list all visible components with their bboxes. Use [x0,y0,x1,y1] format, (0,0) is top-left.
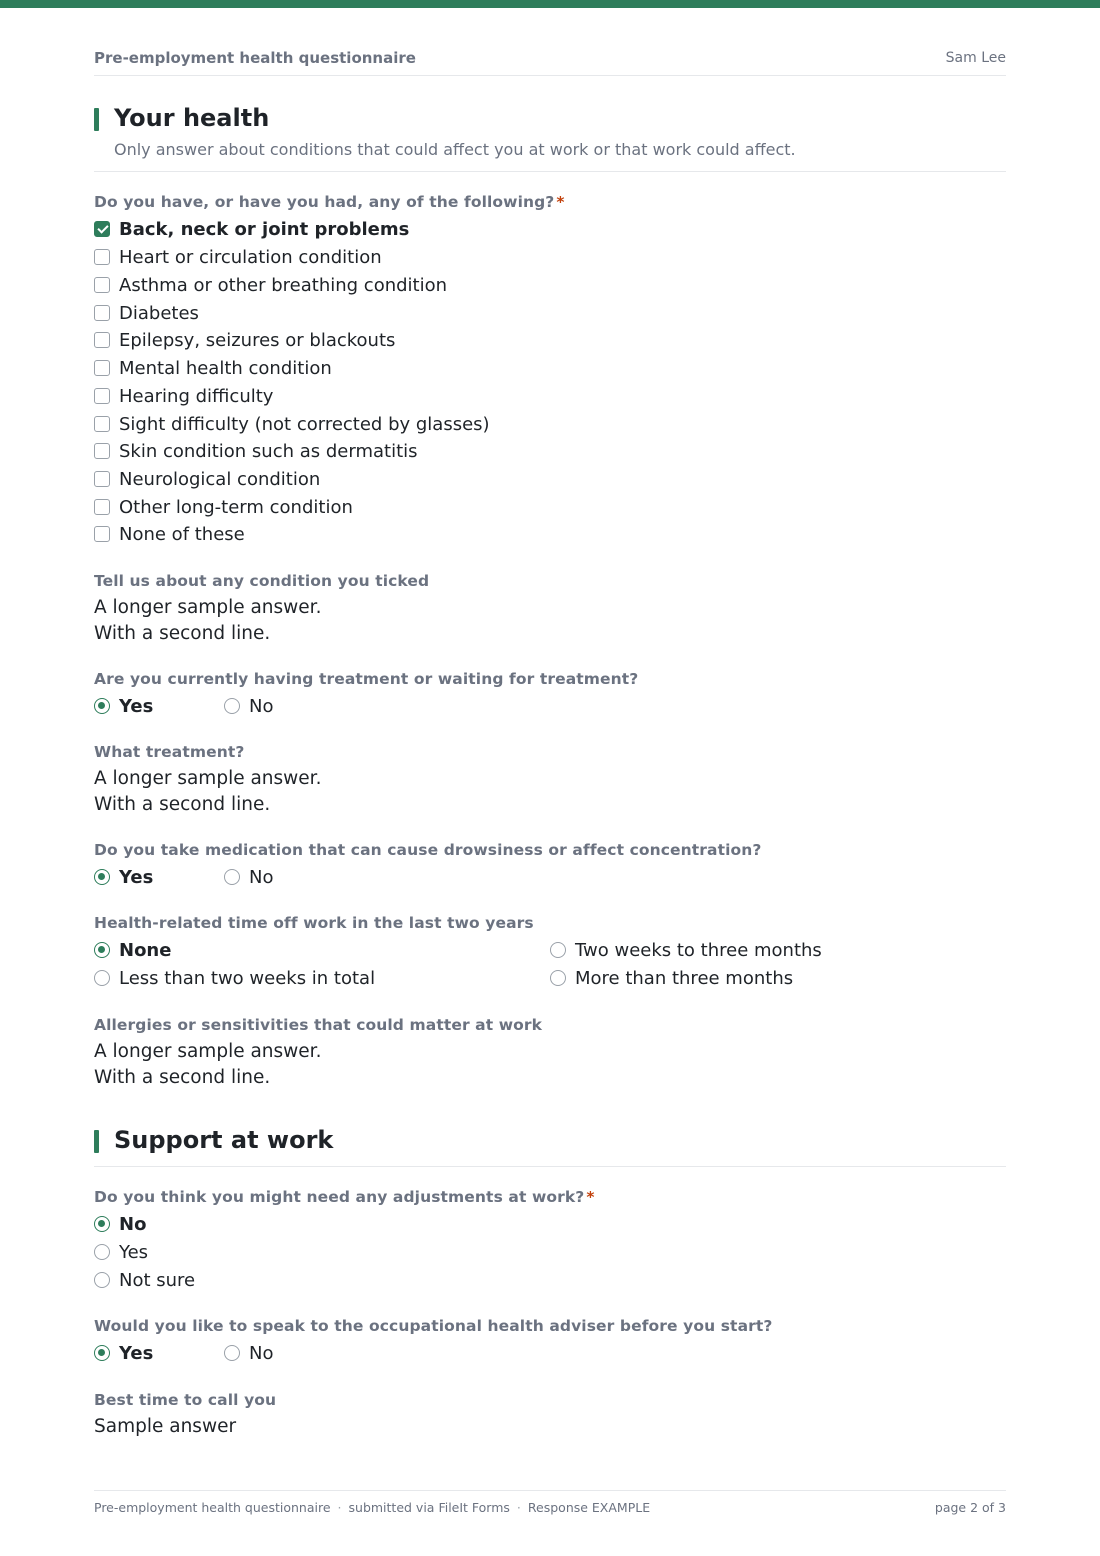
radio-selected[interactable] [94,1345,110,1361]
checkbox-option[interactable]: Diabetes [94,302,199,324]
checkbox-checked[interactable] [94,221,110,237]
page-number: page 2 of 3 [934,1500,1006,1515]
question-label: Do you have, or have you had, any of the following? * [94,193,565,211]
section-subtitle: Only answer about conditions that could affect you at work or that work could affect. [114,140,796,159]
question-label: Health-related time off work in the last two years [94,914,534,932]
question-label: Would you like to speak to the occupational health adviser before you start? [94,1317,773,1335]
document-header [94,49,1006,76]
checkbox-option[interactable]: Back, neck or joint problems [94,218,409,240]
respondent-name: Sam Lee [945,50,1006,66]
checkbox[interactable] [94,277,110,293]
answer-text: A longer sample answer. With a second line. [94,1041,322,1088]
section-title: Your health [114,104,270,132]
checkbox[interactable] [94,388,110,404]
radio-option-yes[interactable]: Yes [94,1241,148,1263]
checkbox-option[interactable]: Mental health condition [94,357,332,379]
checkbox[interactable] [94,526,110,542]
checkbox[interactable] [94,471,110,487]
radio[interactable] [224,869,240,885]
radio-option-more-than-three-months[interactable]: More than three months [550,967,793,989]
checkbox-option[interactable]: None of these [94,523,245,545]
checkbox[interactable] [94,443,110,459]
section-title: Support at work [114,1126,334,1154]
radio-selected[interactable] [94,869,110,885]
top-accent-bar [0,0,1100,8]
checkbox-option[interactable]: Hearing difficulty [94,385,273,407]
question-what-treatment [94,742,1006,822]
checkbox-option[interactable]: Heart or circulation condition [94,246,382,268]
radio-option-less-than-two-weeks[interactable]: Less than two weeks in total [94,967,375,989]
checkbox-option[interactable]: Other long-term condition [94,496,353,518]
section-accent-bar [94,108,99,131]
required-marker: * [556,193,565,211]
checkbox[interactable] [94,360,110,376]
section-accent-bar [94,1130,99,1153]
document-title: Pre-employment health questionnaire [94,49,416,67]
question-adviser [94,1316,1006,1368]
radio[interactable] [224,698,240,714]
question-conditions [94,192,1006,552]
question-treatment [94,669,1006,721]
question-medication [94,840,1006,892]
radio-option-two-weeks-to-three-months[interactable]: Two weeks to three months [550,939,822,961]
radio[interactable] [94,1272,110,1288]
question-label: Tell us about any condition you ticked [94,572,430,590]
radio-selected[interactable] [94,1216,110,1232]
answer-text: A longer sample answer. With a second line. [94,768,322,815]
checkbox[interactable] [94,305,110,321]
question-condition-details [94,571,1006,651]
answer-text: A longer sample answer. With a second line. [94,597,322,644]
question-label: Best time to call you [94,1391,277,1409]
radio[interactable] [224,1345,240,1361]
radio-option-no[interactable]: No [224,1342,273,1364]
section-your-health [94,106,1006,172]
question-allergies [94,1015,1006,1095]
checkbox[interactable] [94,332,110,348]
question-call-time [94,1390,1006,1442]
radio-option-no[interactable]: No [224,866,273,888]
checkbox-option[interactable]: Neurological condition [94,468,320,490]
radio-selected[interactable] [94,942,110,958]
question-label: Allergies or sensitivities that could matter at work [94,1016,543,1034]
checkbox[interactable] [94,416,110,432]
radio[interactable] [550,970,566,986]
radio-option-not-sure[interactable]: Not sure [94,1269,195,1291]
radio-option-yes[interactable]: Yes [94,1342,153,1364]
radio[interactable] [94,1244,110,1260]
footer-info: Pre-employment health questionnaire · submitted via FileIt Forms · Response EXAMPLE [94,1500,651,1515]
checkbox-option[interactable]: Epilepsy, seizures or blackouts [94,329,395,351]
radio-option-no[interactable]: No [94,1213,146,1235]
radio-option-yes[interactable]: Yes [94,695,153,717]
checkbox[interactable] [94,499,110,515]
question-label: What treatment? [94,743,245,761]
question-label: Do you think you might need any adjustments at work? * [94,1188,595,1206]
required-marker: * [586,1188,595,1206]
checkbox[interactable] [94,249,110,265]
radio[interactable] [550,942,566,958]
question-adjustments [94,1187,1006,1297]
section-support-at-work [94,1126,1006,1167]
document-footer [94,1490,1006,1515]
checkbox-option[interactable]: Skin condition such as dermatitis [94,440,418,462]
question-time-off [94,913,1006,993]
checkbox-option[interactable]: Sight difficulty (not corrected by glasses) [94,413,490,435]
checkbox-option[interactable]: Asthma or other breathing condition [94,274,447,296]
answer-text: Sample answer [94,1416,237,1437]
radio-option-yes[interactable]: Yes [94,866,153,888]
question-label: Do you take medication that can cause drowsiness or affect concentration? [94,841,762,859]
radio-selected[interactable] [94,698,110,714]
radio[interactable] [94,970,110,986]
question-label: Are you currently having treatment or waiting for treatment? [94,670,639,688]
radio-option-no[interactable]: No [224,695,273,717]
radio-option-none[interactable]: None [94,939,171,961]
